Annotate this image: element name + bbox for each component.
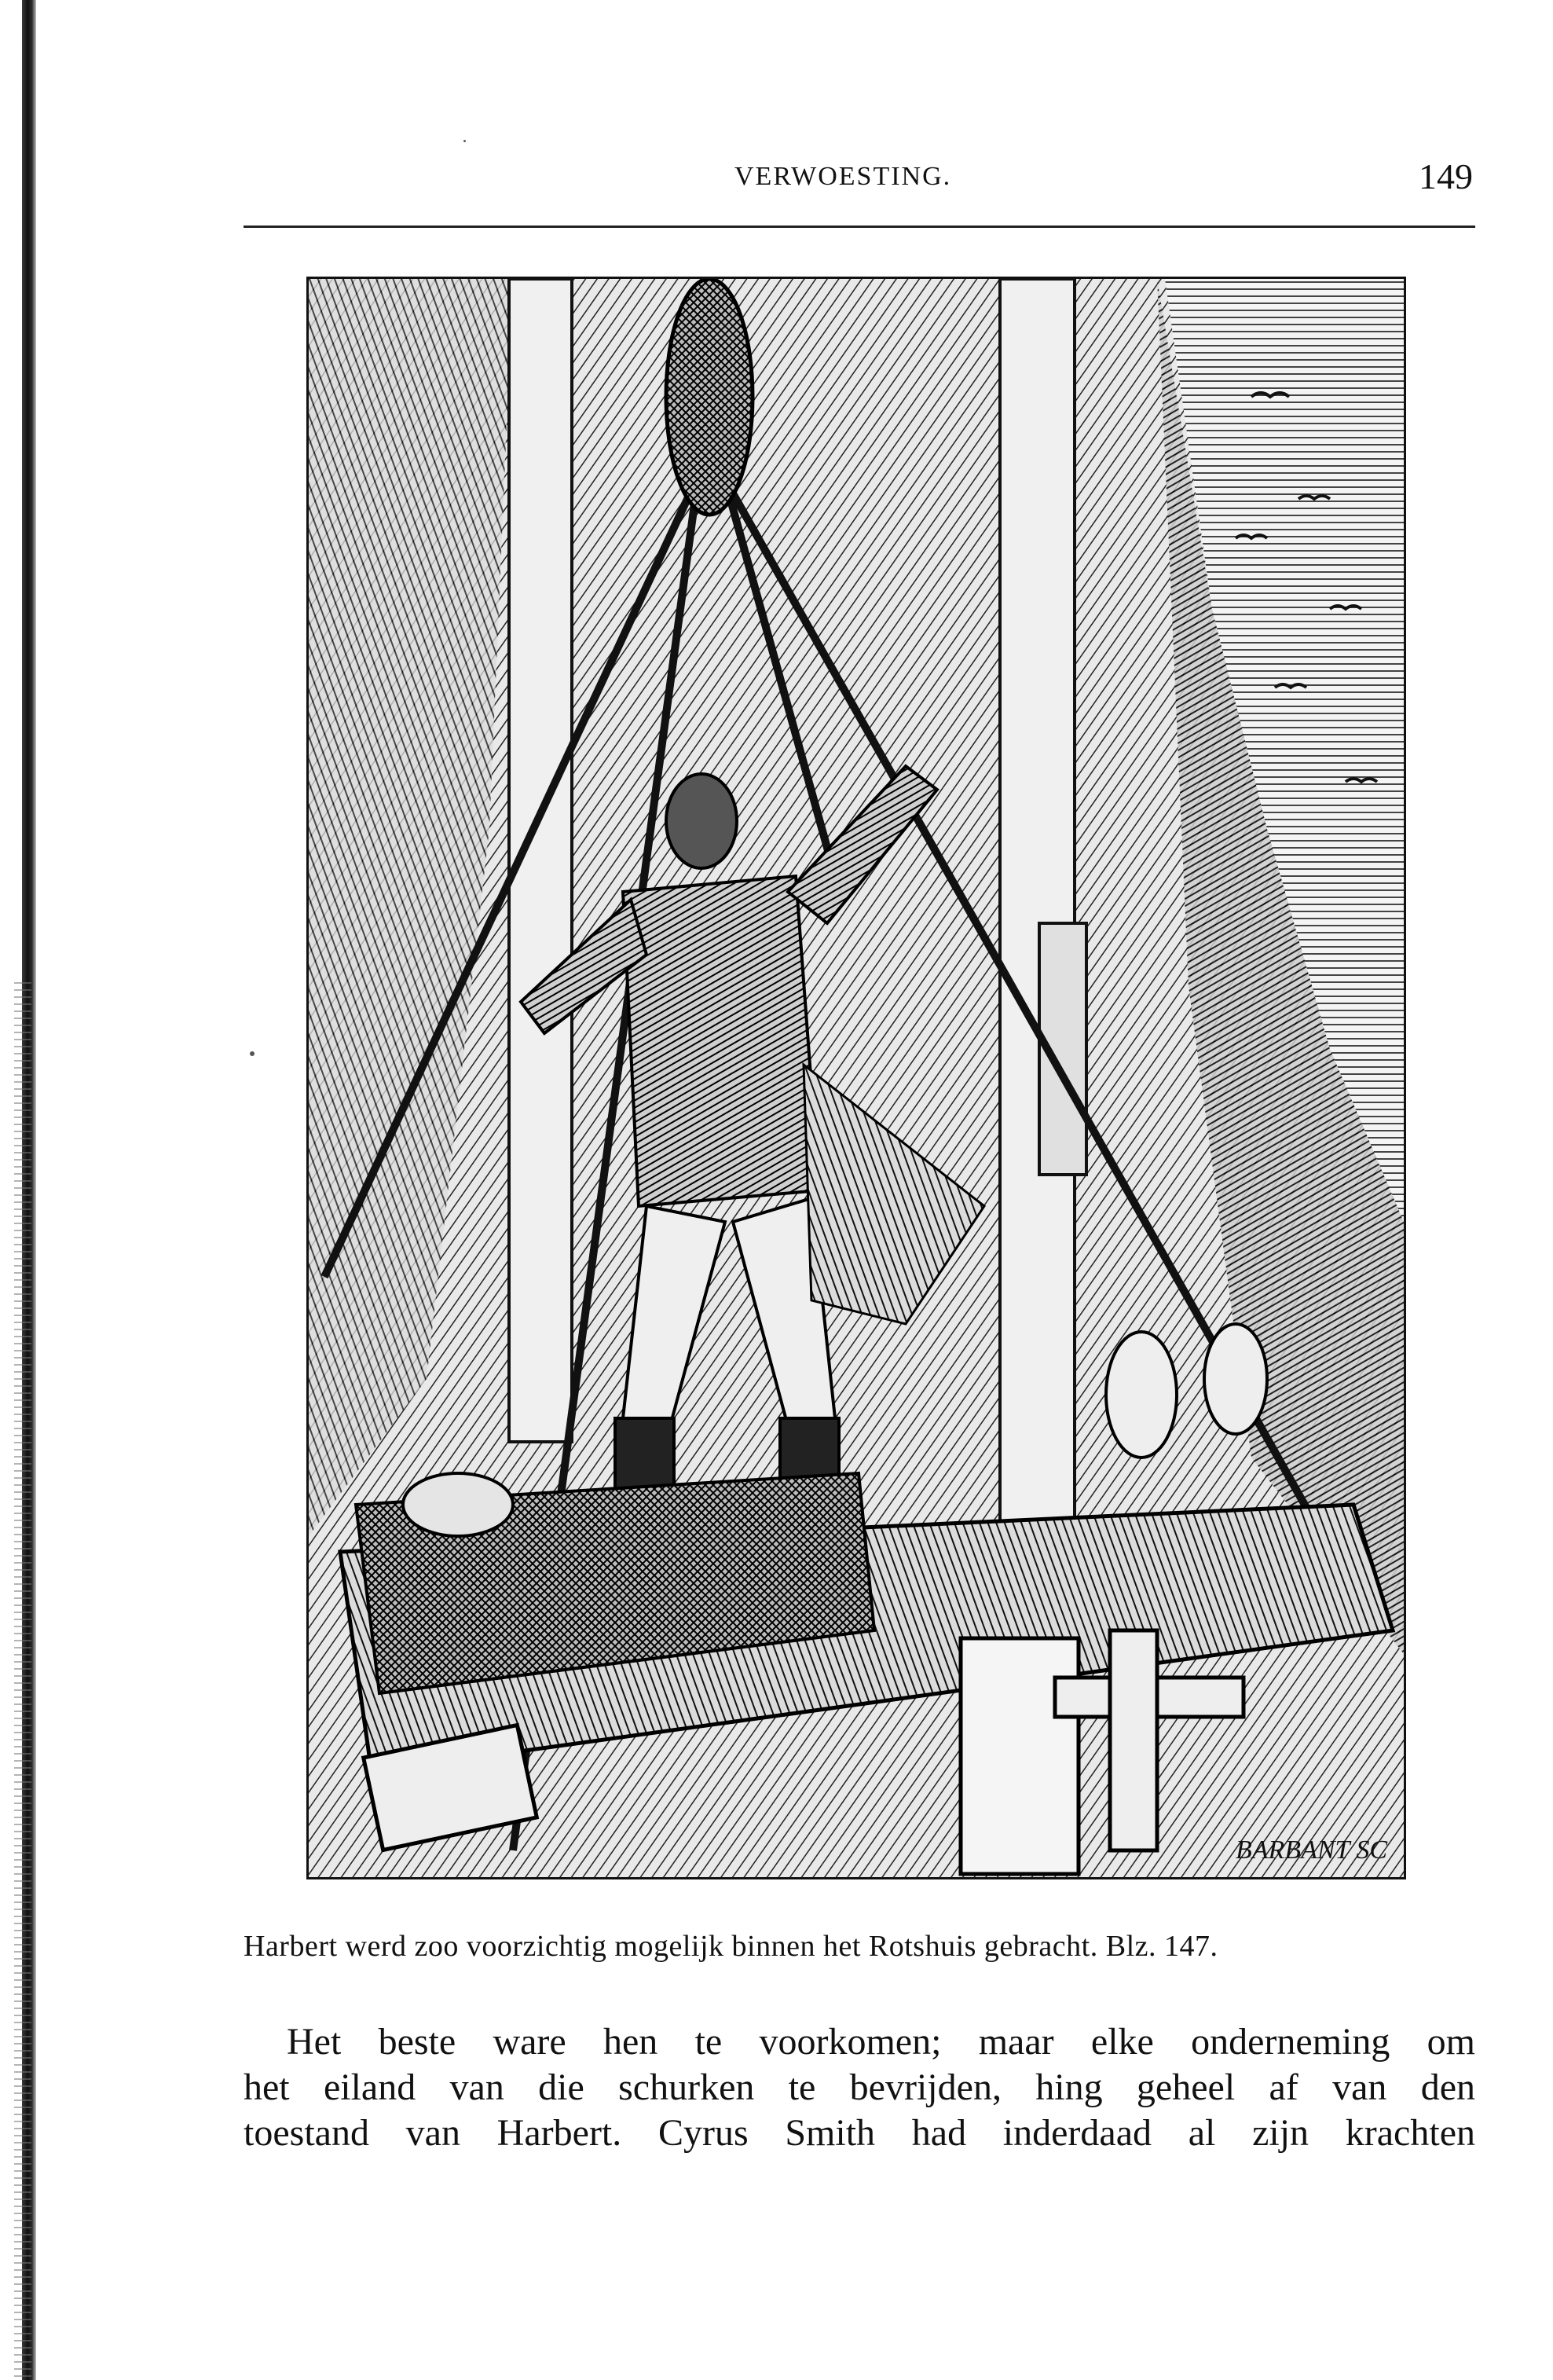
body-line-3: toestand van Harbert. Cyrus Smith had inderdaad al zijn krachten <box>244 2112 1475 2154</box>
engraving-illustration <box>306 277 1406 1879</box>
stray-mark-2 <box>463 140 466 142</box>
illustration-caption: Harbert werd zoo voorzichtig mogelijk binnen het Rotshuis gebracht. Blz. 147. <box>244 1930 1218 1963</box>
page-number: 149 <box>1419 156 1473 196</box>
running-head <box>240 156 1473 203</box>
binding-speckle <box>14 982 31 2380</box>
stray-mark <box>250 1051 255 1056</box>
rope-knot <box>666 279 753 515</box>
engraver-signature: BARBANT SC <box>1236 1835 1387 1865</box>
body-line-2: het eiland van die schurken te bevrijden, hing geheel af van den <box>244 2066 1475 2108</box>
body-line-1: Het beste ware hen te voorkomen; maar elke onderneming om <box>287 2021 1475 2063</box>
body-paragraph <box>244 2019 1475 2156</box>
header-rule <box>244 226 1475 228</box>
engraving-svg <box>309 279 1404 1877</box>
running-title: VERWOESTING. <box>734 162 952 191</box>
